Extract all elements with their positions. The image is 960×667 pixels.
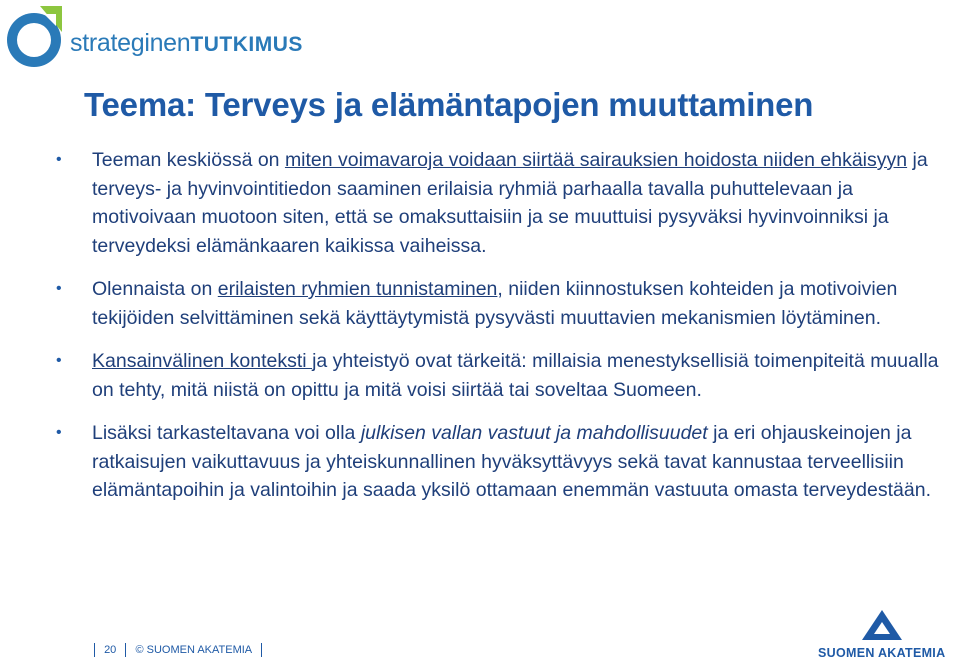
akatemia-wordmark: SUOMEN AKATEMIA <box>818 646 946 660</box>
suomen-akatemia-logo <box>814 608 954 664</box>
bullet-item <box>52 419 952 505</box>
bullet-text: Olennaista on <box>92 278 218 300</box>
bullet-text: julkisen vallan vastuut ja mahdollisuudet <box>360 422 708 444</box>
footer-divider <box>261 643 262 657</box>
bullet-item <box>52 275 952 332</box>
slide-title: Teema: Terveys ja elämäntapojen muuttaminen <box>84 86 814 123</box>
bullet-item <box>52 347 952 404</box>
copyright-symbol: © <box>135 644 144 656</box>
page-number: 20 <box>104 644 117 656</box>
footer-divider <box>94 643 95 657</box>
logo-wordmark <box>70 28 303 60</box>
bullet-text: Lisäksi tarkasteltavana voi olla <box>92 422 361 444</box>
bullet-list <box>52 146 952 520</box>
footer-org: SUOMEN AKATEMIA <box>146 644 253 656</box>
bullet-marker: • <box>56 424 62 441</box>
footer <box>88 643 268 665</box>
bullet-marker: • <box>56 280 62 297</box>
bullet-text: , niiden kiinnostuksen kohteiden ja motivoivien tekijöiden selvittäminen sekä käyttäytymistä pysyvästi muuttavien mekanismien löytäminen. <box>92 278 898 329</box>
logo-word-strateginen: strateginen <box>70 29 191 57</box>
bullet-text: Teeman keskiössä on <box>92 149 285 171</box>
logo-word-tutkimus: TUTKIMUS <box>190 33 303 56</box>
bullet-marker: • <box>56 352 62 369</box>
bullet-text: erilaisten ryhmien tunnistaminen <box>217 278 498 300</box>
akatemia-triangle-icon <box>814 608 954 648</box>
bullet-item <box>52 146 952 260</box>
bullet-text: ja terveys- ja hyvinvointitiedon saaminen erilaisia ryhmiä parhaalla tavalla puhuttelevaan ja motivoivaan muotoon siten, että se omaksuttaisiin ja se muuttuisi pysyväksi hyvinvoinniksi ja terveydeksi elämänkaaren kaikissa vaiheissa. <box>92 149 928 257</box>
logo-emblem-icon <box>4 2 68 70</box>
bullet-text: miten voimavaroja voidaan siirtää sairauksien hoidosta niiden ehkäisyyn <box>284 149 908 171</box>
bullet-text: Kansainvälinen konteksti <box>92 350 313 372</box>
bullet-text: ja eri ohjauskeinojen ja ratkaisujen vaikuttavuus ja yhteiskunnallinen hyväksyttävyys sekä tavat kannustaa terveellisiin elämäntapoihin ja valintoihin ja saada yksilö ottamaan enemmän vastuuta omasta terveydestään. <box>92 422 931 501</box>
footer-divider <box>125 643 126 657</box>
bullet-text: ja yhteistyö ovat tärkeitä: millaisia menestyksellisiä toimenpiteitä muualla on tehty, mitä niistä on opittu ja mitä voisi siirtää tai soveltaa Suomeen. <box>92 350 939 401</box>
strateginen-tutkimus-logo <box>4 2 304 72</box>
bullet-marker: • <box>56 151 62 168</box>
